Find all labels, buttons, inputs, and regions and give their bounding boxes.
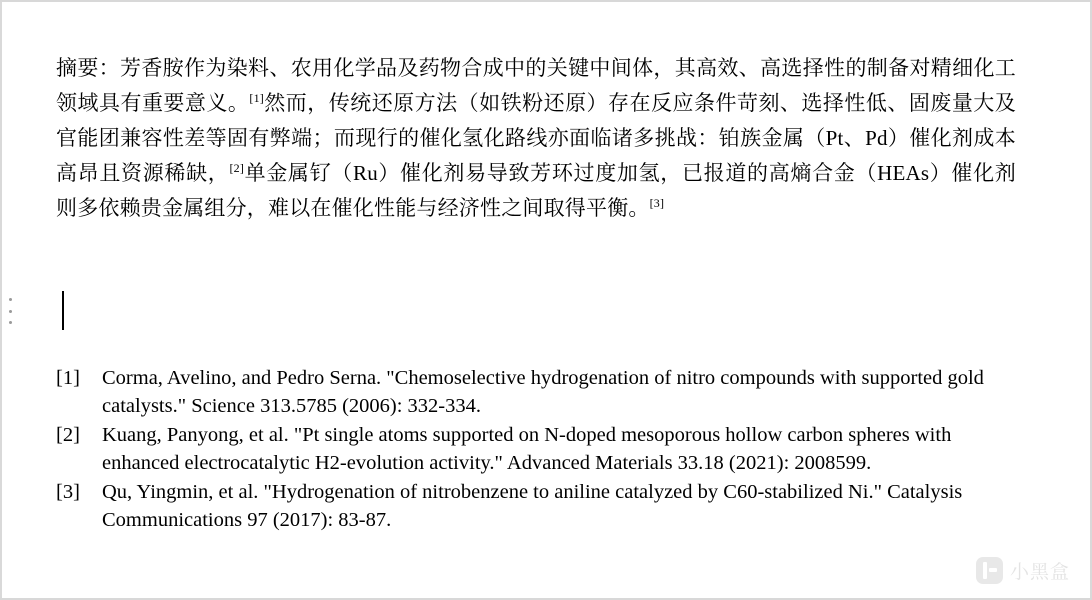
reference-text: Corma, Avelino, and Pedro Serna. "Chemoselective hydrogenation of nitro compounds with supported gold catalysts." Science 313.5785 (2006): 332-334.: [102, 367, 984, 417]
document-body: [56, 30, 1016, 247]
reference-number: [1]: [56, 367, 80, 389]
list-item[interactable]: [56, 364, 1016, 420]
page-left-edge: [0, 2, 2, 598]
reference-list: [56, 364, 1016, 535]
citation-marker: [3]: [649, 196, 665, 210]
abstract-paragraph[interactable]: [56, 51, 1016, 226]
reference-text: Kuang, Panyong, et al. "Pt single atoms supported on N-doped mesoporous hollow carbon spheres with enhanced electrocatalytic H2-evolution activity." Advanced Materials 33.18 (2021): 2008599.: [102, 424, 952, 474]
watermark-logo-icon: [976, 557, 1003, 584]
handle-dot: [9, 298, 12, 301]
abstract-text-run: 摘要：芳香胺作为染料、农用化学品及药物合成中的关键中间体，其高效、高选择性的制备对精细化工领域具有重要意义。: [56, 56, 1016, 115]
list-item[interactable]: [56, 478, 1016, 534]
reference-number: [2]: [56, 424, 80, 446]
reference-number: [3]: [56, 481, 80, 503]
paragraph-drag-handle-icon[interactable]: [8, 298, 12, 324]
abstract-text-run: 单金属钌（Ru）催化剂易导致芳环过度加氢，已报道的高熵合金（HEAs）催化剂则多依赖贵金属组分，难以在催化性能与经济性之间取得平衡。: [56, 161, 1016, 220]
reference-text: Qu, Yingmin, et al. "Hydrogenation of nitrobenzene to aniline catalyzed by C60-stabilized Ni." Catalysis Communications 97 (2017): 83-87.: [102, 481, 963, 531]
handle-dot: [9, 321, 12, 324]
text-caret: [62, 291, 64, 330]
citation-marker: [2]: [229, 161, 245, 175]
handle-dot: [9, 310, 12, 313]
citation-marker: [1]: [249, 91, 264, 105]
watermark-label: 小黑盒: [1009, 562, 1070, 583]
abstract-text-run: 然而，传统还原方法（如铁粉还原）存在反应条件苛刻、选择性低、固废量大及官能团兼容性差等固有弊端；而现行的催化氢化路线亦面临诸多挑战：铂族金属（Pt、Pd）催化剂成本高昂且资源稀缺，: [56, 91, 1016, 185]
list-item[interactable]: [56, 421, 1016, 477]
watermark: [976, 557, 1070, 584]
